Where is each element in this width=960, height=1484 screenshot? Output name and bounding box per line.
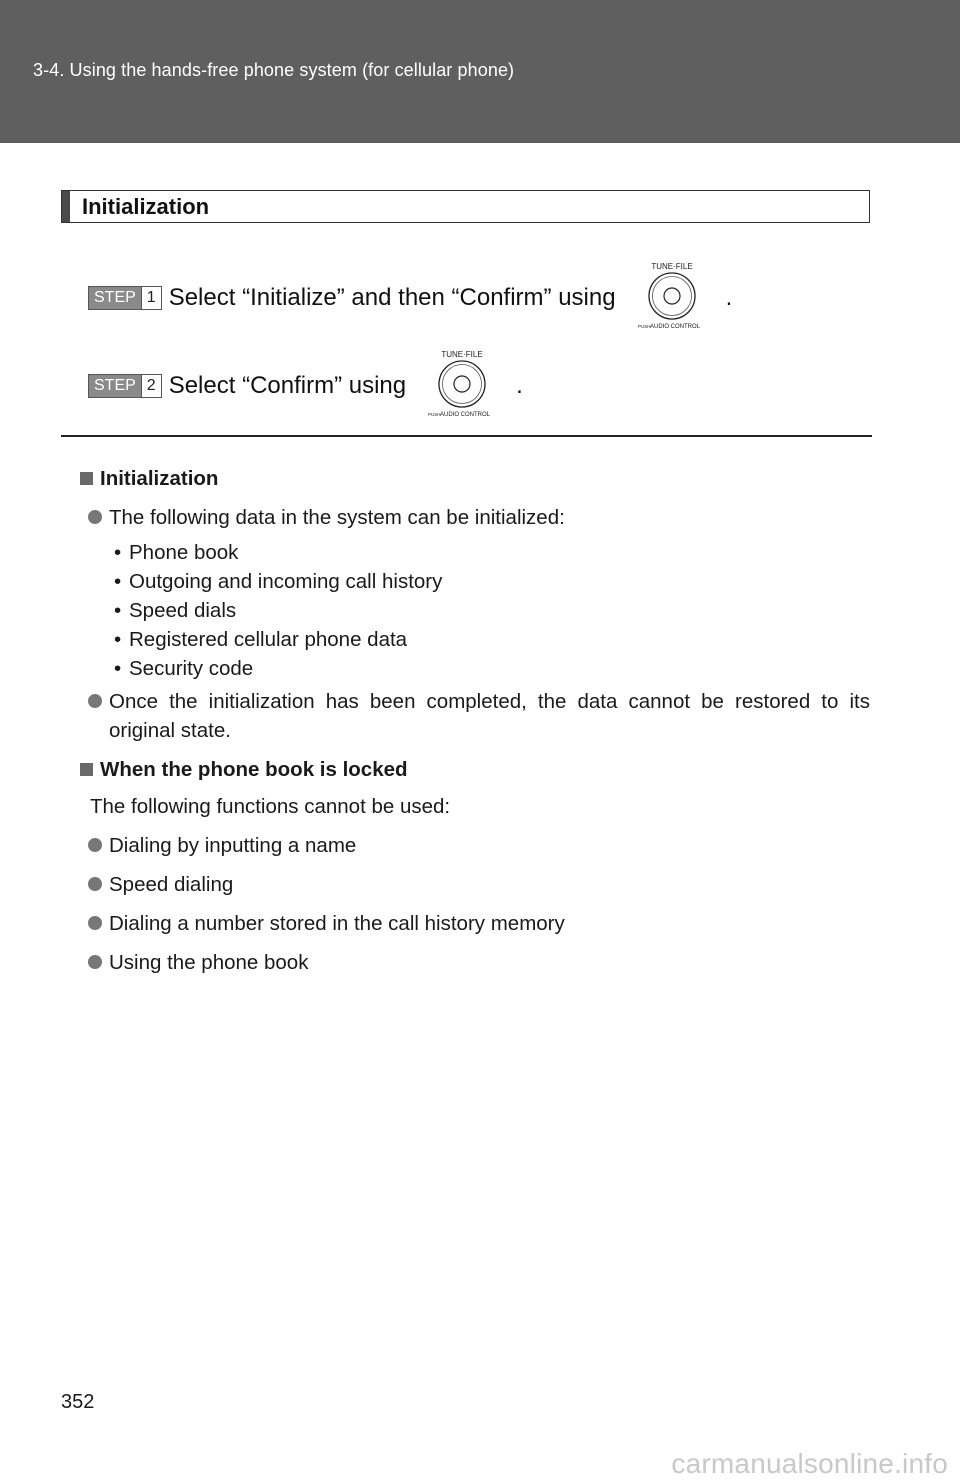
list-item-text: Outgoing and incoming call history <box>129 570 443 593</box>
tune-file-knob-icon <box>630 258 714 338</box>
note-bullet <box>80 687 870 745</box>
page-number: 352 <box>61 1391 95 1413</box>
note-bullet <box>80 503 870 532</box>
note-bullet-text: Once the initialization has been completed, the data cannot be restored to its original state. <box>109 690 870 742</box>
note-bullet <box>80 909 870 938</box>
step-text: Select “Initialize” and then “Confirm” using <box>168 284 616 311</box>
note-bullet-text: Using the phone book <box>109 951 309 974</box>
note-heading-locked <box>80 755 870 784</box>
step-badge <box>88 286 162 310</box>
section-heading-bar <box>61 190 870 223</box>
list-item: • Outgoing and incoming call history <box>114 567 870 596</box>
knob-push-label: PUSH <box>637 324 651 329</box>
step-badge-word: STEP <box>89 375 141 397</box>
list-item: • Speed dials <box>114 596 870 625</box>
list-item: • Security code <box>114 654 870 683</box>
step-2 <box>88 346 523 426</box>
watermark: carmanualsonline.info <box>671 1448 948 1479</box>
chapter-title: 3-4. Using the hands-free phone system (for cellular phone) <box>33 60 515 80</box>
step-end: . <box>725 284 733 311</box>
step-badge-number: 2 <box>141 375 161 397</box>
step-badge-word: STEP <box>89 287 141 309</box>
tune-file-knob-icon <box>420 346 504 426</box>
notes-section <box>80 462 870 977</box>
square-bullet-icon <box>80 472 93 485</box>
knob-bottom-label: AUDIO CONTROL <box>440 412 491 418</box>
note-heading-initialization <box>80 464 870 493</box>
round-bullet-icon <box>88 877 102 891</box>
note-bullet <box>80 870 870 899</box>
step-1 <box>88 258 732 338</box>
note-bullet <box>80 948 870 977</box>
section-title: Initialization <box>82 194 210 219</box>
note-bullet-text: Dialing by inputting a name <box>109 834 357 857</box>
square-bullet-icon <box>80 763 93 776</box>
section-accent <box>62 191 70 222</box>
locked-intro: The following functions cannot be used: <box>90 795 451 818</box>
step-badge-number: 1 <box>141 287 161 309</box>
note-bullet-text: The following data in the system can be initialized: <box>109 506 565 529</box>
step-end: . <box>516 372 523 399</box>
round-bullet-icon <box>88 510 102 524</box>
list-item-text: Security code <box>129 657 254 680</box>
initializable-data-list <box>80 538 870 683</box>
note-heading-text: Initialization <box>100 467 219 490</box>
step-badge <box>88 374 162 398</box>
round-bullet-icon <box>88 838 102 852</box>
round-bullet-icon <box>88 916 102 930</box>
list-item: • Registered cellular phone data <box>114 625 870 654</box>
section-divider <box>61 435 872 437</box>
knob-push-label: PUSH <box>428 412 441 417</box>
list-item: • Phone book <box>114 538 870 567</box>
list-item-text: Speed dials <box>129 599 237 622</box>
round-bullet-icon <box>88 955 102 969</box>
page-header <box>0 0 960 143</box>
list-item-text: Registered cellular phone data <box>129 628 408 651</box>
note-heading-text: When the phone book is locked <box>100 758 408 781</box>
note-bullet <box>80 831 870 860</box>
step-text: Select “Confirm” using <box>168 372 407 399</box>
note-bullet-text: Speed dialing <box>109 873 234 896</box>
knob-bottom-label: AUDIO CONTROL <box>649 324 700 330</box>
note-bullet-text: Dialing a number stored in the call history memory <box>109 912 565 935</box>
knob-top-label: TUNE·FILE <box>650 262 693 271</box>
round-bullet-icon <box>88 694 102 708</box>
list-item-text: Phone book <box>129 541 239 564</box>
knob-top-label: TUNE·FILE <box>441 350 483 359</box>
